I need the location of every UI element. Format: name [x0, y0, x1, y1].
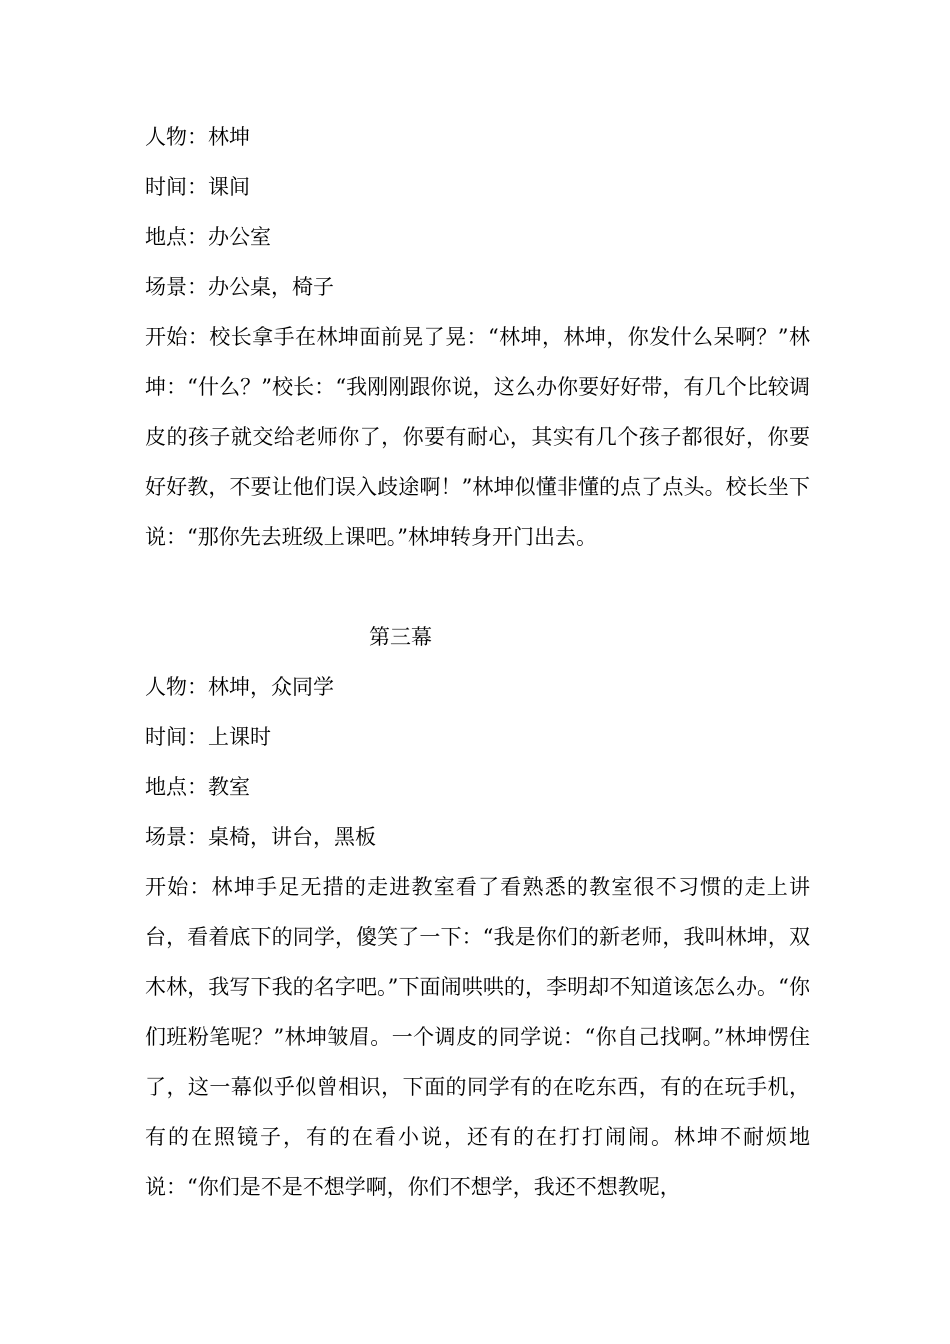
section-gap: [145, 562, 810, 612]
setting-line: 场景：办公桌，椅子: [145, 275, 334, 299]
time-line: 时间：上课时: [145, 725, 271, 749]
characters-line: 人物：林坤，众同学: [145, 675, 334, 699]
scene-paragraph: 开始：林坤手足无措的走进教室看了看熟悉的教室很不习惯的走上讲台，看着底下的同学，傻笑了一下：“我是你们的新老师，我叫林坤，双木林，我写下我的名字吧。”下面闹哄哄的，李明却不知道该怎么办。“你们班粉笔呢？”林坤皱眉。一个调皮的同学说：“你自己找啊。”林坤愣住了，这一幕似乎似曾相识，下面的同学有的在吃东西，有的在玩手机，有的在照镜子，有的在看小说，还有的在打打闹闹。林坤不耐烦地说：“你们是不是不想学啊，你们不想学，我还不想教呢，: [145, 875, 810, 1199]
scene-paragraph: 开始：校长拿手在林坤面前晃了晃：“林坤，林坤，你发什么呆啊？”林坤：“什么？”校长：“我刚刚跟你说，这么办你要好好带，有几个比较调皮的孩子就交给老师你了，你要有耐心，其实有几个孩子都很好，你要好好教，不要让他们误入歧途啊！”林坤似懂非懂的点了点头。校长坐下说：“那你先去班级上课吧。”林坤转身开门出去。: [145, 325, 810, 549]
place-line: 地点：教室: [145, 775, 250, 799]
place-line: 地点：办公室: [145, 225, 271, 249]
scene-title: 第三幕: [369, 625, 432, 649]
time-line: 时间：课间: [145, 175, 250, 199]
characters-line: 人物：林坤: [145, 125, 250, 149]
setting-line: 场景：桌椅，讲台，黑板: [145, 825, 376, 849]
document-body: [145, 112, 810, 1212]
